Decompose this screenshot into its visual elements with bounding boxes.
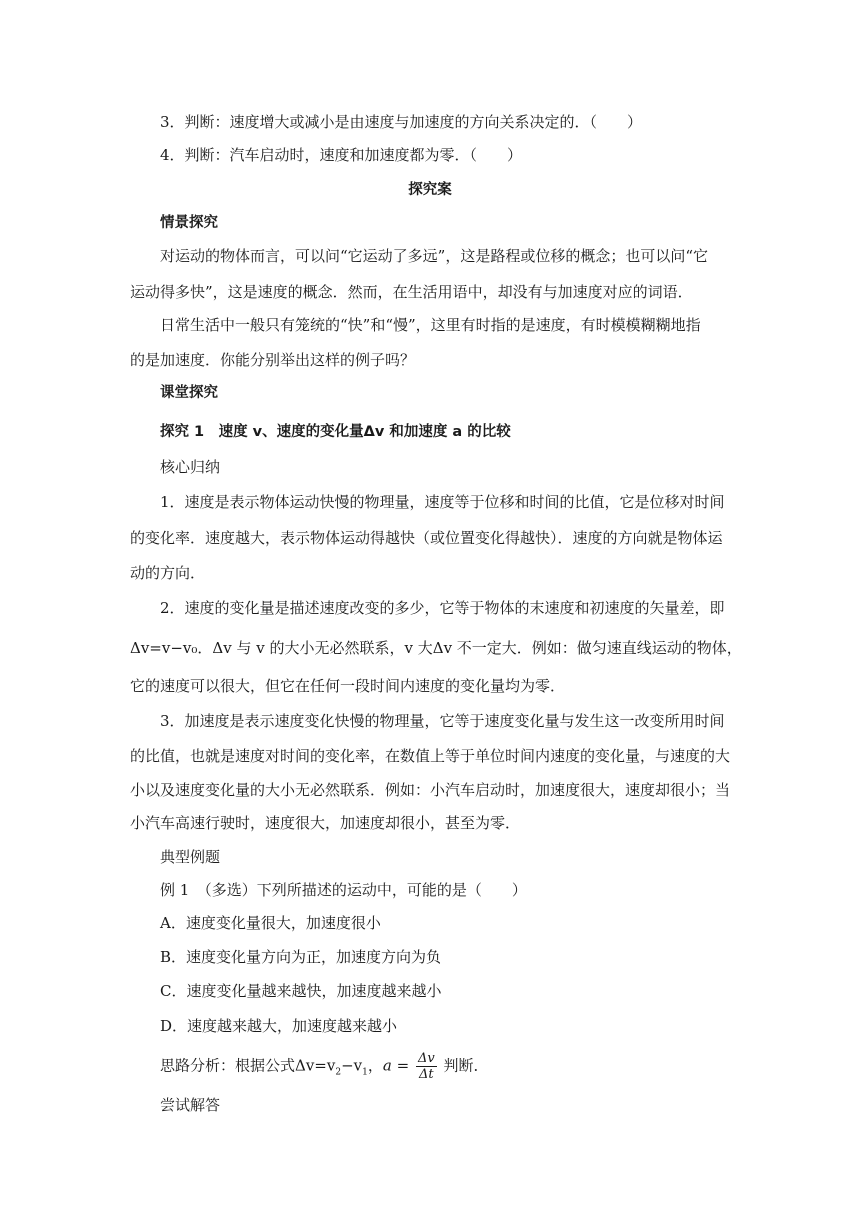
explore-1-heading: 探究 1 速度 v、速度的变化量Δv 和加速度 a 的比较: [160, 424, 511, 440]
point-1-line-1: 1．速度是表示物体运动快慢的物理量，速度等于位移和时间的比值，它是位移对时间: [160, 493, 725, 511]
example-heading: 典型例题: [160, 848, 221, 866]
scene-paragraph-1-line-1: 对运动的物体而言，可以问“它运动了多远”，这是路程或位移的概念；也可以问“它: [160, 247, 709, 265]
analysis-subscript-1: 1: [362, 1067, 368, 1078]
option-c: C．速度变化量越来越快，加速度越来越小: [160, 982, 442, 1000]
formula-fraction: [416, 1051, 437, 1082]
formula-denominator: Δt: [419, 1067, 434, 1082]
option-a: A．速度变化量很大，加速度很小: [160, 914, 381, 932]
try-heading: 尝试解答: [160, 1096, 221, 1114]
analysis-suffix: 判断．: [438, 1056, 489, 1075]
analysis-minus: −v: [341, 1056, 363, 1075]
scene-paragraph-1-line-2: 运动得多快”，这是速度的概念．然而，在生活用语中，却没有与加速度对应的词语．: [130, 283, 693, 301]
formula-equals: =: [391, 1056, 414, 1075]
core-heading: 核心归纳: [160, 458, 221, 476]
formula-numerator: Δv: [417, 1051, 435, 1066]
class-heading: 课堂探究: [160, 385, 218, 401]
question-3: 3．判断：速度增大或减小是由速度与加速度的方向关系决定的．（ ）: [160, 113, 643, 131]
scene-paragraph-2-line-2: 的是加速度．你能分别举出这样的例子吗？: [130, 351, 416, 369]
example-1-question: 例 1 （多选）下列所描述的运动中，可能的是（ ）: [160, 881, 527, 899]
scene-paragraph-2-line-1: 日常生活中一般只有笼统的“快”和“慢”，这里有时指的是速度，有时模模糊糊地指: [160, 316, 701, 334]
analysis-line: [0, 1051, 860, 1083]
point-3-line-4: 小汽车高速行驶时，速度很大，加速度却很小，甚至为零．: [130, 814, 521, 832]
question-4: 4．判断：汽车启动时，速度和加速度都为零．（ ）: [160, 146, 523, 164]
point-1-line-2: 的变化率．速度越大，表示物体运动得越快（或位置变化得越快）．速度的方向就是物体运: [130, 529, 723, 547]
analysis-subscript-2: 2: [335, 1067, 342, 1078]
point-3-line-2: 的比值，也就是速度对时间的变化率，在数值上等于单位时间内速度的变化量，与速度的大: [130, 747, 731, 765]
option-b: B．速度变化量方向为正，加速度方向为负: [160, 948, 442, 966]
point-2-line-2: Δv=v−v₀．Δv 与 v 的大小无必然联系，v 大Δv 不一定大．例如：做匀速直线运动的物体，: [130, 639, 742, 657]
point-2-line-1: 2．速度的变化量是描述速度改变的多少，它等于物体的末速度和初速度的矢量差，即: [160, 599, 725, 617]
formula-a: a: [382, 1056, 392, 1075]
section-title: 探究案: [408, 182, 452, 198]
scene-heading: 情景探究: [160, 215, 218, 231]
option-d: D．速度越来越大，加速度越来越小: [160, 1017, 398, 1035]
point-1-line-3: 动的方向．: [130, 564, 206, 582]
point-2-line-3: 它的速度可以很大，但它在任何一段时间内速度的变化量均为零．: [130, 677, 566, 695]
point-3-line-1: 3．加速度是表示速度变化快慢的物理量，它等于速度变化量与发生这一改变所用时间: [160, 712, 725, 730]
analysis-comma: ，: [367, 1056, 383, 1075]
point-3-line-3: 小以及速度变化量的大小无必然联系．例如：小汽车启动时，加速度很大，速度却很小；当: [130, 781, 731, 799]
analysis-prefix: 思路分析：根据公式Δv=v: [160, 1056, 336, 1075]
